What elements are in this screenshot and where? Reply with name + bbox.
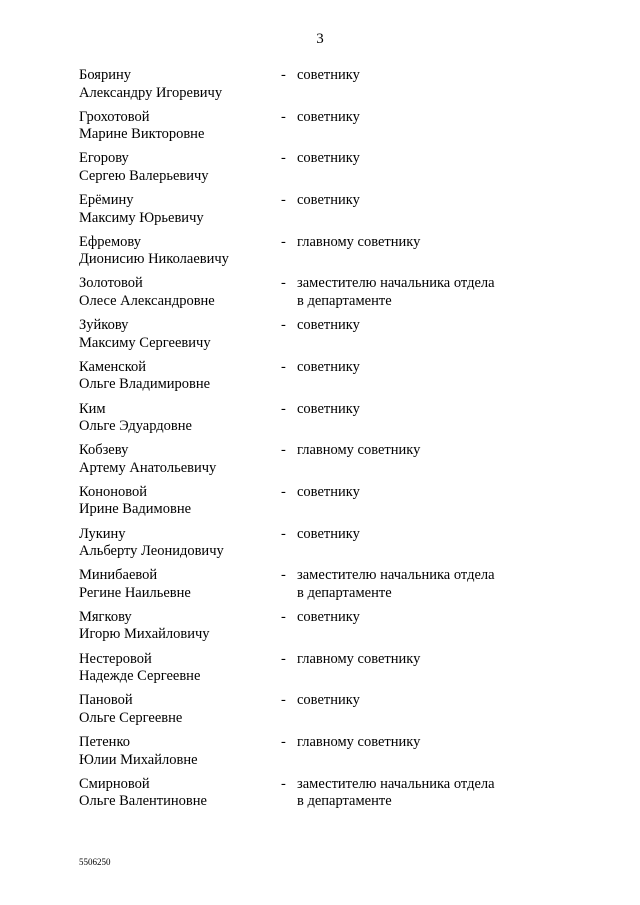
person-name — [79, 359, 279, 394]
person-surname: Смирновой — [79, 775, 150, 792]
separator-dash: - — [281, 692, 286, 709]
list-item — [79, 484, 549, 526]
list-item — [79, 567, 549, 609]
position-line: в департаменте — [297, 292, 392, 309]
person-surname: Зуйкову — [79, 317, 129, 334]
person-given-names: Александру Игоревичу — [79, 84, 223, 101]
separator-dash: - — [281, 233, 286, 250]
person-surname: Ерёмину — [79, 192, 134, 209]
person-given-names: Максиму Сергеевичу — [79, 334, 211, 351]
person-given-names: Ольге Эдуардовне — [79, 418, 192, 434]
person-surname: Мягкову — [79, 608, 132, 625]
position-title — [297, 234, 547, 252]
separator-dash: - — [281, 192, 286, 209]
list-item — [79, 109, 549, 151]
list-item — [79, 234, 549, 276]
position-title — [297, 776, 547, 811]
position-title — [297, 275, 547, 310]
separator-dash: - — [281, 734, 286, 750]
position-line: советнику — [297, 192, 360, 209]
person-name — [79, 567, 279, 602]
position-title — [297, 192, 547, 210]
list-item — [79, 275, 549, 317]
position-title — [297, 67, 547, 85]
position-line: советнику — [297, 692, 360, 709]
person-name — [79, 150, 279, 185]
position-title — [297, 567, 547, 602]
position-line: главному советнику — [297, 734, 421, 750]
position-title — [297, 401, 547, 419]
separator-dash: - — [281, 400, 286, 417]
position-line: советнику — [297, 67, 360, 83]
page-number: 3 — [316, 31, 324, 47]
separator-dash: - — [281, 775, 286, 792]
position-line: советнику — [297, 483, 360, 500]
person-name — [79, 317, 279, 352]
person-name — [79, 484, 279, 519]
person-surname: Ефремову — [79, 233, 141, 250]
person-name — [79, 401, 279, 436]
list-item — [79, 359, 549, 401]
person-name — [79, 67, 279, 102]
position-line: главному советнику — [297, 233, 421, 250]
position-line: заместителю начальника отдела — [297, 775, 495, 792]
position-line: советнику — [297, 150, 360, 167]
person-given-names: Игорю Михайловичу — [79, 626, 210, 643]
person-given-names: Дионисию Николаевичу — [79, 251, 229, 268]
position-title — [297, 692, 547, 710]
position-line: главному советнику — [297, 442, 421, 459]
position-title — [297, 734, 547, 752]
list-item — [79, 317, 549, 359]
position-line: советнику — [297, 358, 360, 375]
person-given-names: Ольге Владимировне — [79, 376, 211, 393]
list-item — [79, 401, 549, 443]
person-surname: Пановой — [79, 692, 133, 709]
person-surname: Нестеровой — [79, 650, 152, 667]
person-name — [79, 526, 279, 561]
position-line: советнику — [297, 108, 360, 125]
list-item — [79, 692, 549, 734]
person-given-names: Максиму Юрьевичу — [79, 209, 204, 226]
person-given-names: Юлии Михайловне — [79, 751, 198, 768]
separator-dash: - — [281, 317, 286, 334]
person-given-names: Альберту Леонидовичу — [79, 543, 224, 560]
appointment-list — [79, 67, 549, 817]
person-surname: Петенко — [79, 734, 130, 750]
position-title — [297, 651, 547, 669]
person-name — [79, 776, 279, 811]
person-surname: Каменской — [79, 358, 147, 375]
person-surname: Кононовой — [79, 483, 147, 500]
position-title — [297, 150, 547, 168]
list-item — [79, 776, 549, 818]
position-title — [297, 442, 547, 460]
list-item — [79, 609, 549, 651]
position-title — [297, 609, 547, 627]
position-title — [297, 109, 547, 127]
position-title — [297, 359, 547, 377]
separator-dash: - — [281, 567, 286, 584]
separator-dash: - — [281, 275, 286, 292]
person-given-names: Ирине Вадимовне — [79, 501, 192, 518]
position-line: главному советнику — [297, 650, 421, 667]
position-line: советнику — [297, 317, 360, 334]
person-given-names: Надежде Сергеевне — [79, 668, 201, 685]
person-given-names: Сергею Валерьевичу — [79, 167, 209, 184]
position-line: советнику — [297, 525, 360, 542]
list-item — [79, 651, 549, 693]
list-item — [79, 442, 549, 484]
separator-dash: - — [281, 358, 286, 375]
position-line: советнику — [297, 608, 360, 625]
position-line: советнику — [297, 400, 360, 417]
separator-dash: - — [281, 442, 286, 459]
person-given-names: Марине Викторовне — [79, 126, 205, 143]
separator-dash: - — [281, 150, 286, 167]
person-name — [79, 234, 279, 269]
person-name — [79, 692, 279, 727]
separator-dash: - — [281, 525, 286, 542]
person-given-names: Олесе Александровне — [79, 292, 215, 309]
person-given-names: Регине Наильевне — [79, 584, 191, 601]
person-name — [79, 734, 279, 769]
position-line: в департаменте — [297, 584, 392, 601]
person-given-names: Артему Анатольевичу — [79, 459, 217, 476]
position-line: в департаменте — [297, 793, 392, 810]
person-surname: Ким — [79, 400, 106, 417]
separator-dash: - — [281, 650, 286, 667]
position-line: заместителю начальника отдела — [297, 567, 495, 584]
person-surname: Золотовой — [79, 275, 143, 292]
person-given-names: Ольге Валентиновне — [79, 793, 207, 810]
separator-dash: - — [281, 67, 286, 83]
position-title — [297, 526, 547, 544]
list-item — [79, 526, 549, 568]
person-name — [79, 609, 279, 644]
position-title — [297, 484, 547, 502]
person-surname: Лукину — [79, 525, 126, 542]
list-item — [79, 192, 549, 234]
separator-dash: - — [281, 608, 286, 625]
person-name — [79, 109, 279, 144]
list-item — [79, 734, 549, 776]
separator-dash: - — [281, 483, 286, 500]
person-surname: Грохотовой — [79, 108, 150, 125]
person-surname: Минибаевой — [79, 567, 158, 584]
position-title — [297, 317, 547, 335]
person-name — [79, 442, 279, 477]
document-code: 5506250 — [79, 857, 111, 867]
person-name — [79, 192, 279, 227]
person-surname: Егорову — [79, 150, 129, 167]
person-name — [79, 651, 279, 686]
person-given-names: Ольге Сергеевне — [79, 709, 183, 726]
person-name — [79, 275, 279, 310]
position-line: заместителю начальника отдела — [297, 275, 495, 292]
separator-dash: - — [281, 108, 286, 125]
list-item — [79, 67, 549, 109]
person-surname: Боярину — [79, 67, 131, 83]
list-item — [79, 150, 549, 192]
person-surname: Кобзеву — [79, 442, 129, 459]
